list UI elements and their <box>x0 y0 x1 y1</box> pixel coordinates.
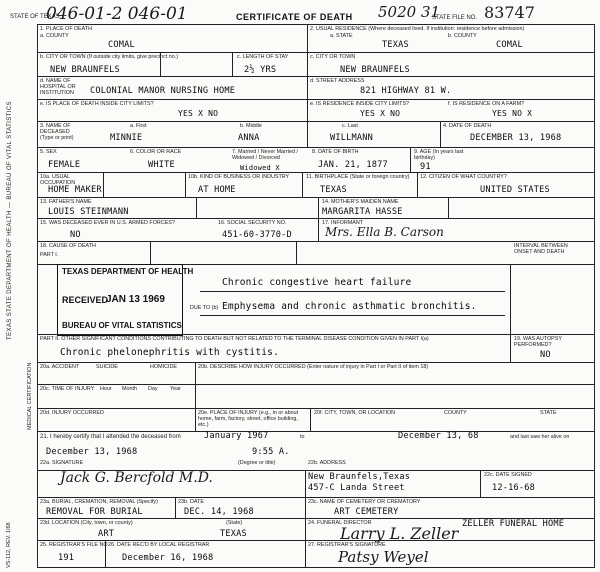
hospital-name: COLONIAL MANOR NURSING HOME <box>90 86 236 96</box>
burial-location-label: 23d. LOCATION (City, town, or county) <box>40 520 133 526</box>
form-number: VS-112, REV. 1/68 <box>6 522 12 568</box>
birthplace: TEXAS <box>320 185 347 195</box>
part1-label: PART I. <box>40 252 59 258</box>
citizenship: UNITED STATES <box>480 185 550 195</box>
row-line <box>37 197 595 198</box>
residence-inside-city: YES X NO <box>360 109 401 118</box>
residence-city: NEW BRAUNFELS <box>340 65 410 75</box>
citizen-label: 12. CITIZEN OF WHAT COUNTRY? <box>420 174 507 180</box>
autopsy: NO <box>540 350 551 360</box>
father-label: 13. FATHER'S NAME <box>40 199 92 205</box>
first-name: MINNIE <box>110 133 143 143</box>
deceased-name-label: 3. NAME OF DECEASED (Type or print) <box>40 123 74 141</box>
burial-label: 23a. BURIAL, CREMATION, REMOVAL (Specify) <box>40 499 158 505</box>
row-line <box>37 497 595 498</box>
burial-date: DEC. 14, 1968 <box>184 507 254 517</box>
place-of-injury-label: 20e. PLACE OF INJURY (e.g., in or about home, farm, factory, street, office building, etc.) <box>198 410 299 428</box>
registrar-file-label: 25. REGISTRAR'S FILE NO. <box>40 542 110 548</box>
race: WHITE <box>148 160 175 170</box>
farm-label: f. IS RESIDENCE ON A FARM? <box>448 101 525 107</box>
col-line <box>305 470 306 497</box>
residence-county-label: b. COUNTY <box>448 33 477 39</box>
col-line <box>310 408 311 431</box>
business: AT HOME <box>198 185 236 195</box>
hospital-label: d. NAME OF HOSPITAL OR INSTITUTION <box>40 78 76 96</box>
cause-line <box>200 291 505 292</box>
col-line <box>195 362 196 408</box>
middle-name: ANNA <box>238 133 260 143</box>
middle-name-label: b. Middle <box>240 123 262 129</box>
row-line <box>37 76 595 77</box>
medical-certification-side-text: MEDICAL CERTIFICATION <box>27 362 33 430</box>
row-line <box>37 362 595 363</box>
social-security-number: 451-60-3770-D <box>222 230 292 240</box>
mother-label: 14. MOTHER'S MAIDEN NAME <box>322 199 399 205</box>
registrar-file-number: 191 <box>58 553 75 563</box>
col-line <box>410 147 411 172</box>
other-conditions: Chronic phelonephritis with cystitis. <box>60 347 280 358</box>
row-line <box>37 52 595 53</box>
accident-label: 20a. ACCIDENT <box>40 364 80 370</box>
row-line <box>37 431 595 432</box>
certifier-address-label: 22b. ADDRESS <box>308 460 346 466</box>
stamp-department: TEXAS DEPARTMENT OF HEALTH <box>62 267 194 276</box>
day-label: Day <box>148 386 158 392</box>
death-inside-city-label: e. IS PLACE OF DEATH INSIDE CITY LIMITS? <box>40 101 154 107</box>
certifier-signature-label: 22a. SIGNATURE <box>40 460 84 466</box>
date-received-label: 26. DATE REC'D BY LOCAL REGISTRAR <box>108 542 210 548</box>
injury-county-label: COUNTY <box>444 410 467 416</box>
date-signed-label: 22c. DATE SIGNED <box>484 472 532 478</box>
occupation: HOME MAKER <box>48 185 102 195</box>
business-label: 10b. KIND OF BUSINESS OR INDUSTRY <box>188 174 290 180</box>
handwritten-file-number: 5020 31 <box>378 3 441 21</box>
certifier-address-city: New Braunfels,Texas <box>308 472 411 482</box>
burial-state-label: (State) <box>226 520 243 526</box>
occupation-label: 10a. USUAL OCCUPATION <box>40 174 76 186</box>
col-line <box>302 172 303 197</box>
degree-label: (Degree or title) <box>238 460 276 466</box>
race-label: 6. COLOR OR RACE <box>130 149 182 155</box>
death-city-label: b. CITY OR TOWN (If outside city limits, give precinct no.) <box>40 54 179 60</box>
time-of-injury-label: 20c. TIME OF INJURY <box>40 386 95 392</box>
residence-farm: YES NO X <box>492 109 533 118</box>
date-received: December 16, 1968 <box>122 553 214 563</box>
registrar-signature: Patsy Weyel <box>338 548 429 566</box>
registrar-signature-label: 27. REGISTRAR'S SIGNATURE <box>308 542 386 548</box>
death-city: NEW BRAUNFELS <box>50 65 120 75</box>
funeral-home: ZELLER FUNERAL HOME <box>462 519 565 529</box>
death-county-label: a. COUNTY <box>40 33 69 39</box>
cemetery-name: ART CEMETERY <box>334 507 399 517</box>
residence-street: 821 HIGHWAY 81 W. <box>360 86 452 96</box>
burial-location-city: ART <box>98 529 115 539</box>
left-border <box>37 24 38 568</box>
stamp-date: JAN 13 1969 <box>106 294 165 305</box>
funeral-director-signature: Larry L. Zeller <box>340 524 459 543</box>
col-line <box>232 52 233 76</box>
row-line <box>37 218 595 219</box>
injury-describe-label: 20b. DESCRIBE HOW INJURY OCCURRED (Enter nature of injury in Part I or Part II of item 18) <box>198 364 429 370</box>
first-name-label: a. First <box>130 123 147 129</box>
usual-residence-label: 2. USUAL RESIDENCE (Where deceased lived. If institution: residence before admission) <box>310 26 525 32</box>
suicide-label: SUICIDE <box>96 364 118 370</box>
armed-forces-label: 15. WAS DECEASED EVER IN U.S. ARMED FORCES? <box>40 220 175 226</box>
immediate-cause: Chronic congestive heart failure <box>222 277 412 288</box>
col-line <box>296 241 297 264</box>
col-line <box>103 172 104 197</box>
attended-to-label: to <box>300 434 305 440</box>
row-line <box>37 384 595 385</box>
col-line <box>448 197 449 218</box>
top-border <box>37 24 595 25</box>
funeral-director-label: 24. FUNERAL DIRECTOR <box>308 520 372 526</box>
informant-label: 17. INFORMANT <box>322 220 364 226</box>
attended-to: December 13, 68 <box>398 431 479 441</box>
col-line <box>318 197 319 218</box>
due-to-cause: Emphysema and chronic asthmatic bronchitis. <box>222 301 477 312</box>
month-label: Month <box>122 386 137 392</box>
last-seen-date: December 13, 1968 <box>46 447 138 457</box>
interval-label: INTERVAL BETWEEN ONSET AND DEATH <box>514 243 568 255</box>
age: 91 <box>420 162 431 172</box>
col-line <box>510 334 511 362</box>
stay-label: c. LENGTH OF STAY <box>237 54 289 60</box>
right-border <box>594 24 595 568</box>
death-time: 9:55 A. <box>252 447 290 457</box>
age-label: 9. AGE (In years last birthday) <box>414 149 464 161</box>
father-name: LOUIS STEINMANN <box>48 207 129 217</box>
stamp-received: RECEIVED <box>62 295 109 305</box>
received-stamp <box>57 264 194 336</box>
length-of-stay: 2½ YRS <box>244 65 277 75</box>
date-of-death: DECEMBER 13, 1968 <box>470 133 562 143</box>
row-line <box>37 408 595 409</box>
certifier-signature: Jack G. Bercfold M.D. <box>60 470 213 486</box>
state-file-number: 83747 <box>484 3 535 22</box>
death-inside-city: YES X NO <box>178 109 219 118</box>
marital-label: 7. Married / Never Married / Widowed / Divorced <box>232 149 298 161</box>
attended-label: 21. I hereby certify that I attended the deceased from <box>40 434 181 440</box>
col-line <box>150 241 151 264</box>
stamp-bureau: BUREAU OF VITAL STATISTICS <box>62 321 182 330</box>
col-line <box>185 172 186 197</box>
residence-state-label: a. STATE <box>330 33 353 39</box>
injury-location-label: 20f. CITY, TOWN, OR LOCATION <box>314 410 396 416</box>
residence-county: COMAL <box>496 40 523 50</box>
col-line <box>195 408 196 431</box>
row-line <box>37 172 595 173</box>
cause-label: 18. CAUSE OF DEATH <box>40 243 96 249</box>
cause-line <box>200 315 505 316</box>
col-line <box>175 497 176 518</box>
mother-maiden-name: MARGARITA HASSE <box>322 207 403 217</box>
part2-label: PART II. OTHER SIGNIFICANT CONDITIONS CONTRIBUTING TO DEATH BUT NOT RELATED TO THE TERMINAL DISEASE CONDITION GIVEN IN PART I(a) <box>40 336 429 342</box>
due-to-label: DUE TO (b) <box>190 305 219 311</box>
col-line <box>440 121 441 147</box>
hour-label: Hour <box>100 386 112 392</box>
residence-state: TEXAS <box>382 40 409 50</box>
col-line <box>510 264 511 334</box>
burial-date-label: 23b. DATE <box>178 499 204 505</box>
col-line <box>305 540 306 567</box>
file-number-label: STATE FILE NO. <box>432 15 478 21</box>
last-saw-label: and last saw her alive on <box>510 434 570 440</box>
homicide-label: HOMICIDE <box>150 364 177 370</box>
col-line <box>196 197 197 218</box>
last-name-label: c. Last <box>342 123 358 129</box>
certificate-title: CERTIFICATE OF DEATH <box>236 12 353 22</box>
death-county: COMAL <box>108 40 135 50</box>
date-of-birth: JAN. 21, 1877 <box>318 160 388 170</box>
sex: FEMALE <box>48 160 81 170</box>
burial-method: REMOVAL FOR BURIAL <box>46 507 143 517</box>
section-divider <box>307 24 308 147</box>
certifier-address-street: 457-C Landa Street <box>308 483 405 493</box>
row-line <box>37 241 595 242</box>
armed-forces: NO <box>70 230 81 240</box>
col-line <box>318 218 319 241</box>
cemetery-label: 23c. NAME OF CEMETERY OR CREMATORY <box>308 499 421 505</box>
burial-location-state: TEXAS <box>220 529 247 539</box>
col-line <box>480 470 481 497</box>
department-side-text: TEXAS STATE DEPARTMENT OF HEALTH — BUREAU OF VITAL STATISTICS <box>7 101 13 340</box>
place-of-death-label: 1. PLACE OF DEATH <box>40 26 93 32</box>
injury-state-label: STATE <box>540 410 557 416</box>
residence-city-label: c. CITY OR TOWN <box>310 54 356 60</box>
row-line <box>37 121 595 122</box>
autopsy-label: 19. WAS AUTOPSY PERFORMED? <box>514 336 562 348</box>
date-of-death-label: 4. DATE OF DEATH <box>443 123 492 129</box>
street-label: d. STREET ADDRESS <box>310 78 365 84</box>
birthplace-label: 11. BIRTHPLACE (State or foreign country) <box>306 174 410 180</box>
bottom-border <box>37 567 595 568</box>
birth-date-label: 8. DATE OF BIRTH <box>312 149 359 155</box>
col-line <box>417 172 418 197</box>
col-line <box>305 497 306 540</box>
sex-label: 5. SEX <box>40 149 57 155</box>
state-label: STATE OF TEXAS <box>10 14 60 20</box>
date-signed: 12-16-68 <box>492 483 535 493</box>
row-line <box>37 99 595 100</box>
attended-from: January 1967 <box>204 431 269 441</box>
handwritten-code: 046-01-2 046-01 <box>46 4 188 24</box>
ssn-label: 16. SOCIAL SECURITY NO. <box>218 220 287 226</box>
row-line <box>37 147 595 148</box>
last-name: WILLMANN <box>330 133 373 143</box>
injury-occurred-label: 20d. INJURY OCCURRED <box>40 410 104 416</box>
residence-inside-label: e. IS RESIDENCE INSIDE CITY LIMITS? <box>310 101 410 107</box>
informant-signature: Mrs. Ella B. Carson <box>325 225 444 239</box>
row-line <box>37 540 595 541</box>
marital-status: Widowed X <box>240 164 280 172</box>
year-label: Year <box>170 386 181 392</box>
